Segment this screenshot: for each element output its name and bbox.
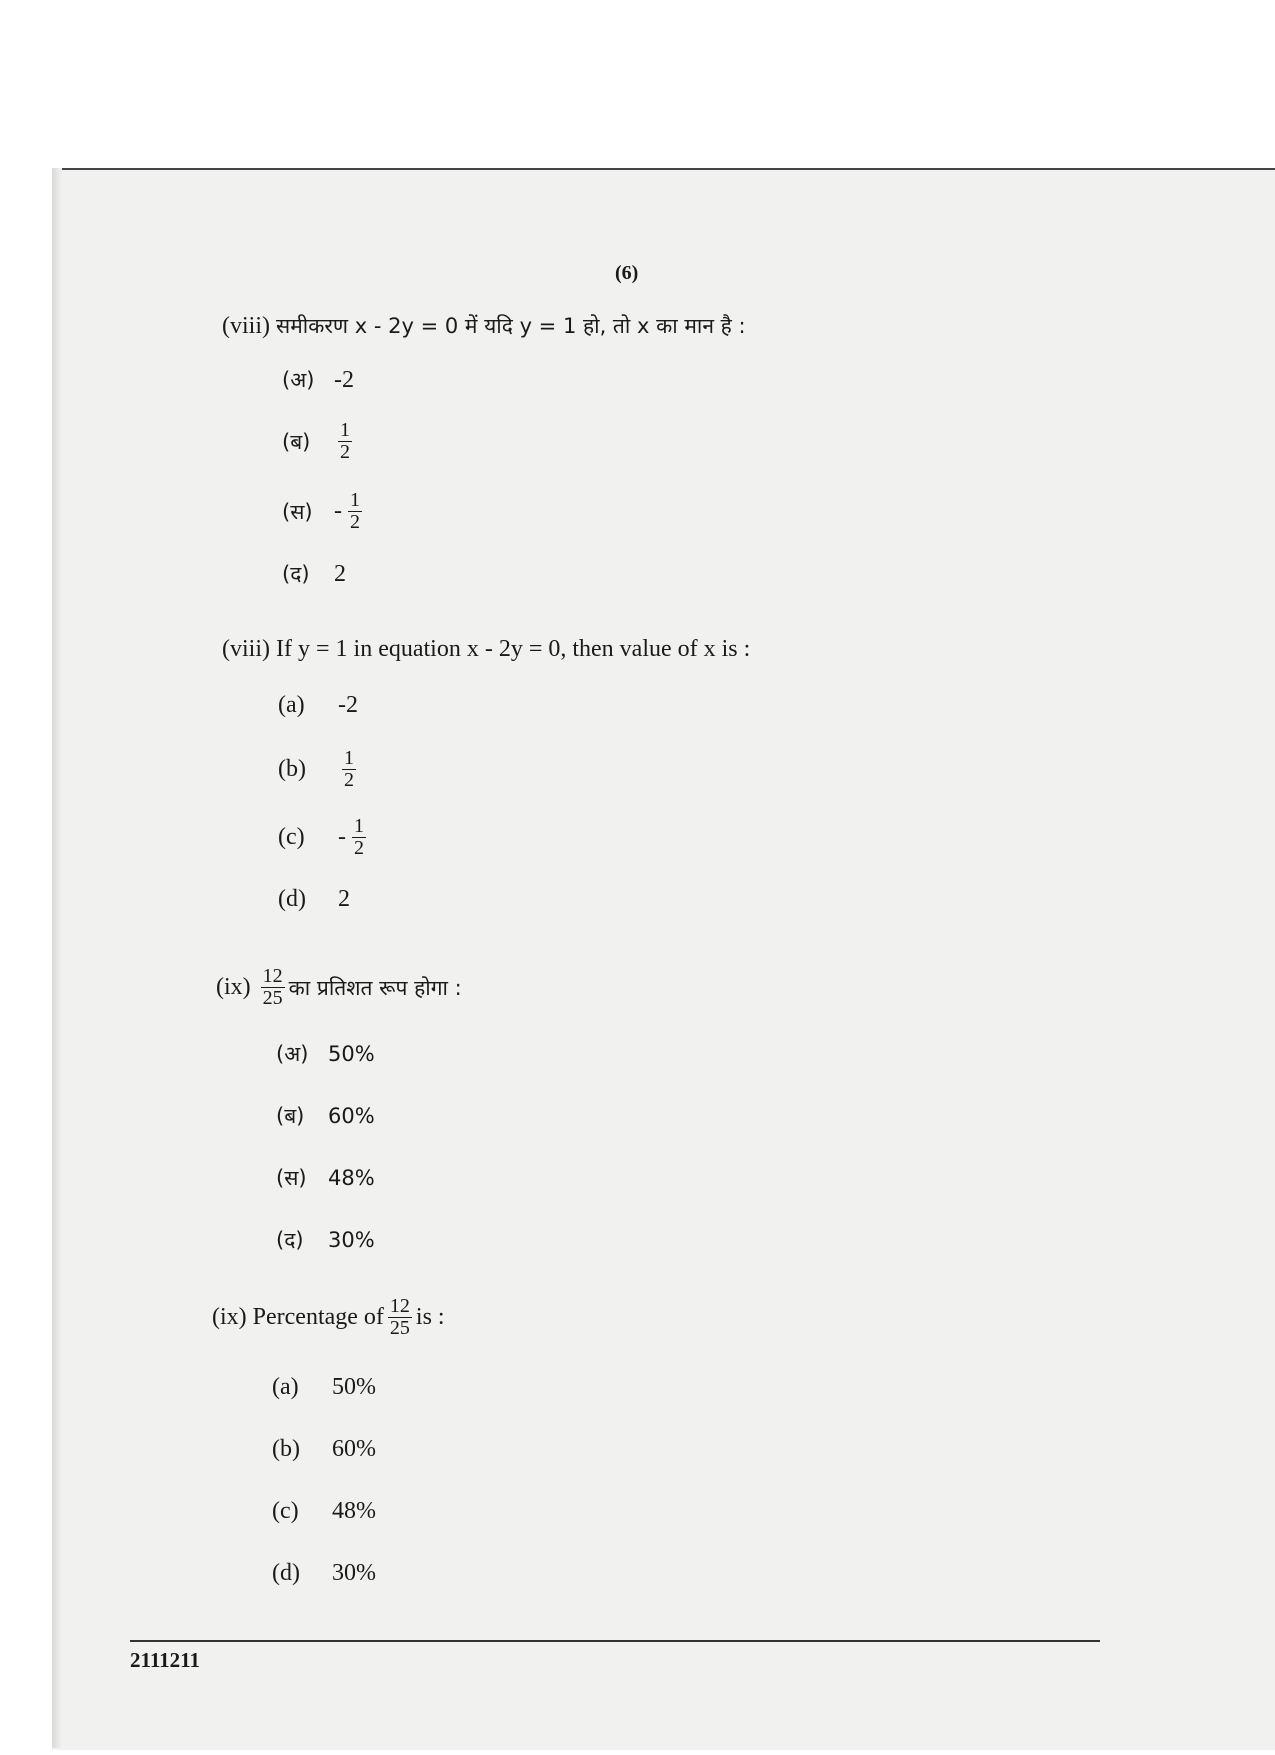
fraction-numerator: 1: [344, 747, 354, 769]
minus-sign: -: [334, 498, 342, 524]
question-number: (ix): [212, 1304, 247, 1330]
option-value: 48%: [332, 1498, 376, 1524]
fraction: [388, 1296, 412, 1339]
option-value: 30%: [332, 1560, 376, 1586]
option-label: (द): [282, 562, 310, 586]
fraction-denominator: 2: [354, 837, 364, 859]
option-value: 48%: [328, 1166, 375, 1190]
option-label: (b): [272, 1436, 300, 1462]
fraction-numerator: 1: [350, 489, 360, 511]
option-label: (ब): [282, 429, 311, 454]
option-value: -2: [338, 692, 358, 718]
option-b-hindi: [276, 1102, 375, 1130]
fraction: [348, 490, 362, 533]
question-number: (ix): [216, 974, 251, 1000]
fraction-denominator: 25: [262, 987, 283, 1009]
question-text: Percentage of: [252, 1304, 384, 1330]
question-text-tail: is :: [415, 1304, 445, 1330]
fraction-numerator: 1: [354, 815, 364, 837]
option-value: 50%: [332, 1374, 376, 1400]
option-label: (c): [278, 824, 305, 850]
fraction-denominator: 25: [389, 1317, 410, 1339]
fraction-numerator: 12: [262, 965, 283, 987]
option-label: (a): [272, 1374, 299, 1400]
fraction-denominator: 2: [340, 441, 350, 463]
page-number: (6): [615, 262, 639, 284]
option-a-english: [278, 692, 358, 719]
question-number: (viii): [222, 312, 270, 339]
option-label: (अ): [276, 1042, 309, 1066]
question-ix-english: [212, 1296, 445, 1339]
option-label: (d): [278, 886, 306, 912]
option-label: (स): [282, 499, 313, 524]
option-c-english: [278, 816, 370, 859]
fraction-numerator: 12: [389, 1295, 410, 1317]
option-c-hindi: [282, 490, 366, 533]
question-viii-english: [222, 636, 750, 663]
option-label: (द): [276, 1228, 304, 1252]
option-a-english: [272, 1374, 376, 1401]
option-label: (ब): [276, 1104, 305, 1128]
option-label: (d): [272, 1560, 300, 1586]
option-d-hindi: [276, 1226, 375, 1254]
option-label: (b): [278, 756, 306, 782]
option-value: 30%: [328, 1228, 375, 1252]
footer-code: 2111211: [130, 1648, 201, 1672]
paper-edge: [52, 168, 62, 1748]
fraction: [261, 966, 285, 1009]
minus-sign: -: [338, 824, 346, 850]
option-label: (c): [272, 1498, 299, 1524]
fraction-denominator: 2: [350, 511, 360, 533]
option-d-hindi: [282, 560, 346, 588]
option-a-hindi: [282, 366, 354, 394]
question-viii-hindi: [222, 312, 746, 340]
option-label: (अ): [282, 368, 315, 392]
option-value: 50%: [328, 1042, 375, 1066]
fraction-denominator: 2: [344, 769, 354, 791]
option-value: -2: [334, 366, 354, 393]
option-d-english: [278, 886, 350, 913]
option-a-hindi: [276, 1040, 375, 1068]
paper-sheet: [52, 168, 1275, 1750]
fraction: [338, 420, 352, 463]
option-value: 60%: [332, 1436, 376, 1462]
option-d-english: [272, 1560, 376, 1587]
option-b-english: [278, 748, 360, 791]
fraction: [342, 748, 356, 791]
question-text: समीकरण x - 2y = 0 में यदि y = 1 हो, तो x का मान है :: [276, 314, 746, 338]
question-text: का प्रतिशत रूप होगा :: [288, 975, 462, 1000]
fraction: [352, 816, 366, 859]
option-c-english: [272, 1498, 376, 1525]
option-b-english: [272, 1436, 376, 1463]
question-ix-hindi: [216, 966, 462, 1009]
option-b-hindi: [282, 420, 356, 463]
option-label: (a): [278, 692, 305, 718]
question-text: If y = 1 in equation x - 2y = 0, then value of x is :: [276, 636, 751, 662]
option-value: 2: [334, 560, 346, 587]
option-label: (स): [276, 1166, 307, 1190]
option-value: 2: [338, 886, 350, 912]
fraction-numerator: 1: [340, 419, 350, 441]
option-c-hindi: [276, 1164, 375, 1192]
footer-rule: [130, 1640, 1100, 1642]
option-value: 60%: [328, 1104, 375, 1128]
question-number: (viii): [222, 636, 270, 662]
